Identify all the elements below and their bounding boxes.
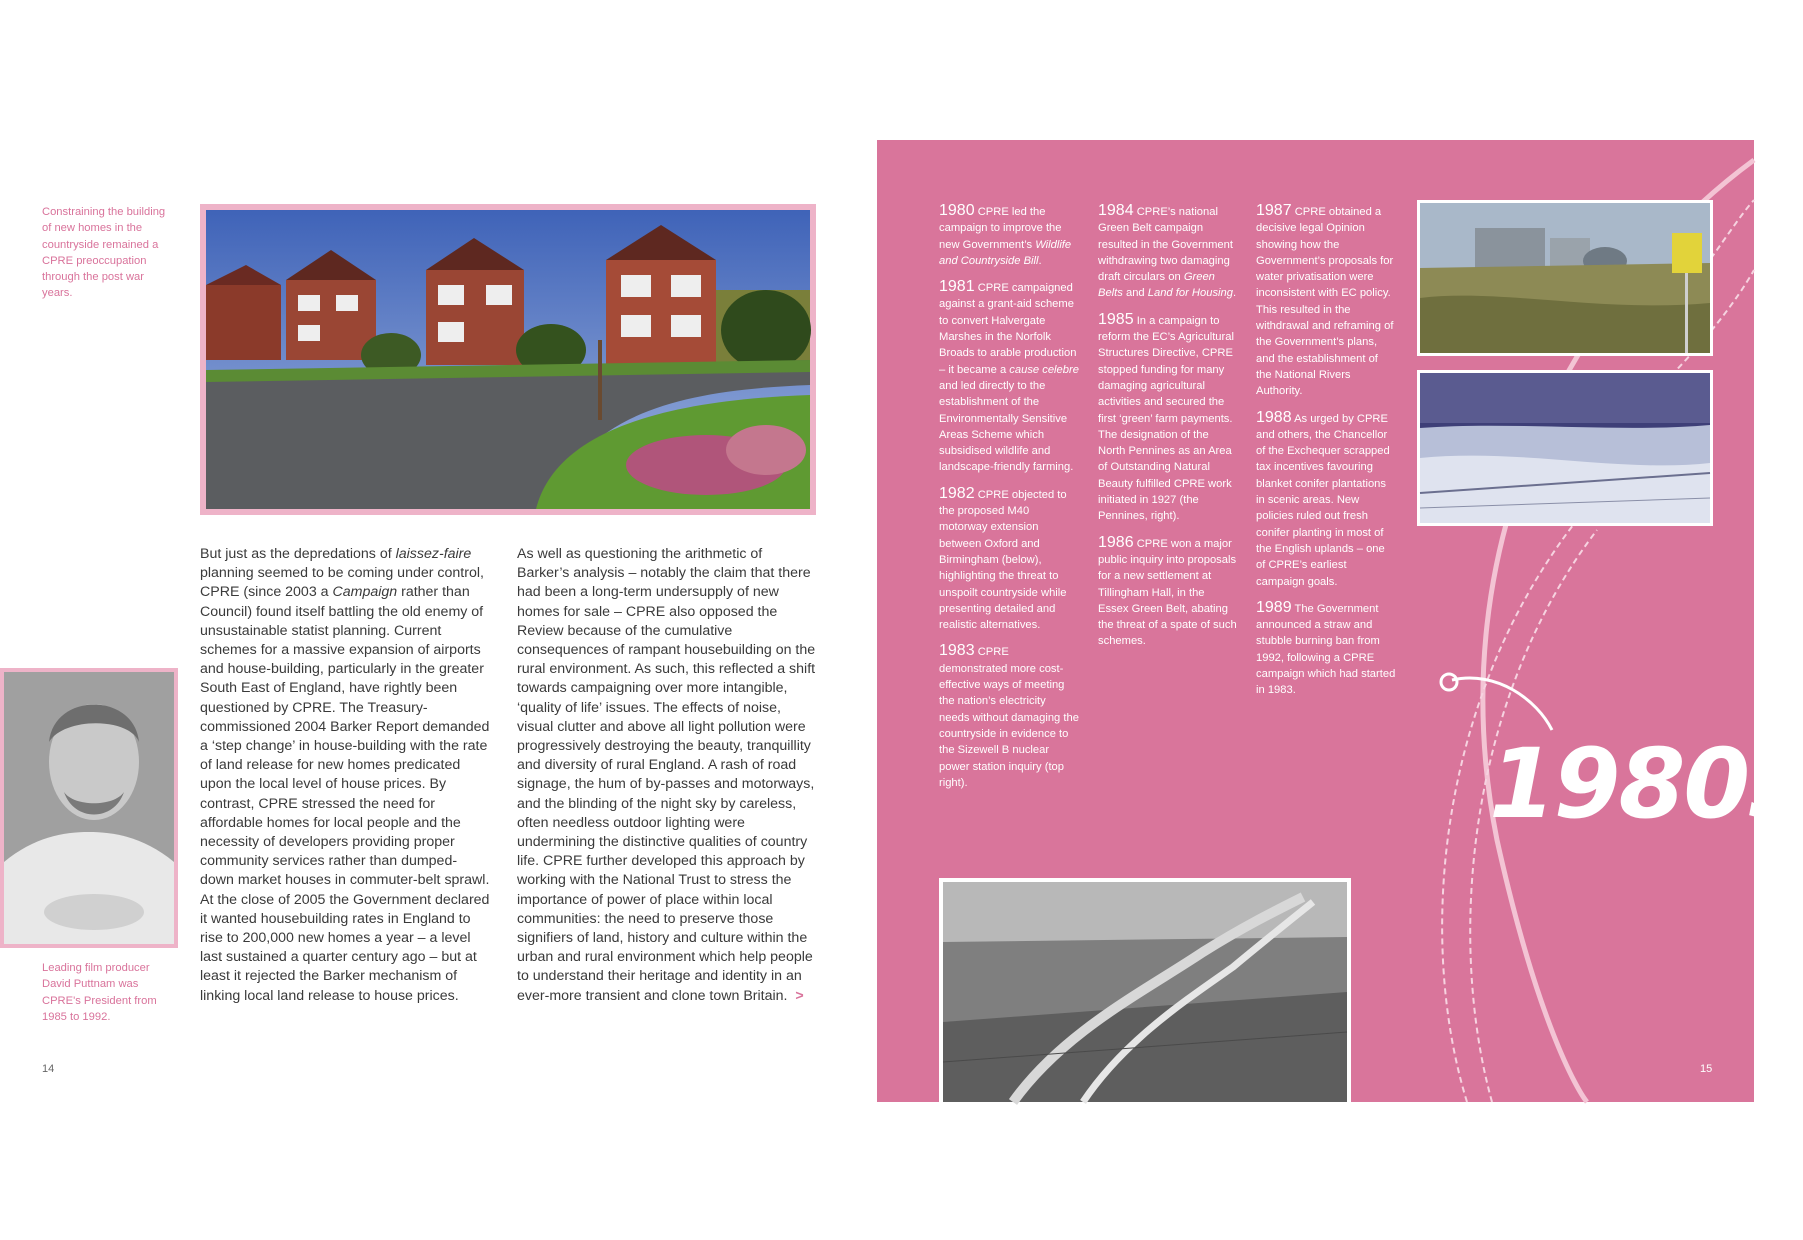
timeline-text: CPRE’s national Green Belt campaign resulted in the Government withdrawing two damaging draft circulars on bbox=[1098, 206, 1233, 284]
page-number-right: 15 bbox=[1700, 1063, 1713, 1075]
timeline-year: 1984 bbox=[1098, 202, 1134, 219]
timeline-year: 1983 bbox=[939, 642, 975, 660]
housing-estate-photo bbox=[200, 204, 816, 515]
timeline-text: In a campaign to reform the EC’s Agricultural Structures Directive, CPRE stopped funding for many damaging agricultural activities and secured the first ‘green’ farm payments. The designation of the North Pennines as an Area of Outstanding Natural Beauty fulfilled CPRE work initiated in 1927 (the Pennines, right). bbox=[1098, 314, 1234, 523]
timeline-text: and led directly to the establishment of the Environmentally Sensitive Areas Scheme which subsidised wildlife and landscape-friendly farming. bbox=[939, 379, 1074, 474]
decade-title: 1980s bbox=[1489, 728, 1803, 840]
body-column-2 bbox=[517, 545, 817, 1006]
timeline-text: CPRE obtained a decisive legal Opinion showing how the Government’s proposals for water privatisation were inconsistent with EC policy. This resulted in the withdrawal and reframing of the Government’s plans, and the establishment of the National Rivers Authority. bbox=[1256, 206, 1394, 398]
timeline-text: . bbox=[1232, 287, 1237, 300]
timeline-year: 1981 bbox=[939, 278, 975, 296]
timeline-year: 1987 bbox=[1256, 202, 1292, 219]
timeline-text: cause celebre bbox=[1009, 363, 1079, 376]
timeline-year: 1985 bbox=[1098, 310, 1134, 328]
pennines-snow-photo bbox=[1417, 370, 1713, 526]
timeline-text: CPRE demonstrated more cost-effective ways of meeting the nation’s electricity needs without damaging the countryside in evidence to the Sizewell B nuclear power station inquiry (top right). bbox=[939, 646, 1079, 789]
timeline-text: As urged by CPRE and others, the Chancellor of the Exchequer scrapped tax incentives favouring blanket conifer plantations in scenic areas. New policies ruled out fresh conifer planting in most of the English uplands – one of CPRE’s earliest campaign goals. bbox=[1256, 412, 1390, 588]
body-text-1 bbox=[200, 545, 490, 1006]
timeline-text: CPRE objected to the proposed M40 motorway extension between Oxford and Birmingham (below), highlighting the threat to unspoilt countryside while presenting detailed and realistic alternatives. bbox=[939, 488, 1067, 632]
timeline-column-3 bbox=[1256, 203, 1396, 709]
timeline-year: 1980 bbox=[939, 202, 975, 219]
body-text-segment: planning seemed to be coming under control, CPRE (since 2003 a bbox=[200, 565, 484, 601]
body-text-segment: But just as the depredations of bbox=[200, 546, 396, 562]
timeline-text: and bbox=[1122, 287, 1148, 300]
page-number-left: 14 bbox=[42, 1063, 55, 1075]
m40-motorway-photo bbox=[939, 878, 1351, 1102]
body-text-segment: Campaign bbox=[332, 584, 398, 601]
timeline-text: . bbox=[1038, 254, 1042, 267]
timeline-year: 1989 bbox=[1256, 598, 1292, 616]
timeline-text: Land for Housing bbox=[1147, 287, 1233, 300]
timeline-entry-1981 bbox=[939, 279, 1079, 476]
timeline-panel bbox=[877, 140, 1803, 1102]
timeline-year: 1982 bbox=[939, 484, 975, 502]
body-text-segment: laissez-faire bbox=[395, 546, 472, 562]
timeline-text: Wildlife and Countryside Bill bbox=[939, 238, 1072, 267]
timeline-text: CPRE campaigned against a grant-aid scheme to convert Halvergate Marshes in the Norfolk Broads to arable production – it became a bbox=[939, 282, 1077, 376]
continue-arrow: > bbox=[795, 987, 804, 1004]
timeline-entry-1989 bbox=[1256, 600, 1396, 699]
timeline-entry-1987 bbox=[1256, 203, 1396, 400]
timeline-text: CPRE won a major public inquiry into proposals for a new settlement at Tillingham Hall, in the Essex Green Belt, abating the threat of a spate of such schemes. bbox=[1098, 537, 1237, 648]
timeline-text: The Government announced a straw and stubble burning ban from 1992, following a CPRE campaign which had started in 1983. bbox=[1256, 602, 1396, 697]
body-text-segment: rather than Council) found itself battling the old enemy of unsustainable statist planning. Current schemes for a massive expansion of airports and house-building, particularly in the greater South East of England, have rightly been questioned by CPRE. The Treasury-commissioned 2004 Barker Report demanded a ‘step change’ in house-building with the rate of land release for new homes predicated upon the local level of house prices. By contrast, CPRE stressed the need for affordable homes for local people and the necessity of developers providing proper community services rather than dumped-down market houses in commuter-belt sprawl. At the close of 2005 the Government declared it wanted housebuilding rates in England to rise to 200,000 new homes a year – a level last sustained a quarter century ago – but at least it rejected the Barker mechanism of linking local land release to house prices. bbox=[200, 584, 490, 1004]
timeline-text: Green Belts bbox=[1098, 271, 1215, 300]
caption-portrait: Leading film producer David Puttnam was CPRE's President from 1985 to 1992. bbox=[42, 962, 157, 1023]
timeline-year: 1986 bbox=[1098, 533, 1134, 551]
timeline-column-2 bbox=[1098, 203, 1238, 660]
timeline-text: CPRE led the campaign to improve the new Government’s bbox=[939, 206, 1062, 251]
timeline-entry-1982 bbox=[939, 486, 1079, 634]
body-text-2: As well as questioning the arithmetic of Barker’s analysis – notably the claim that there had been a long-term undersupply of new homes for sale – CPRE also opposed the Review because of the cumulative consequences of rampant housebuilding on the rural environment. As such, this reflected a shift towards campaigning over more intangible, ‘quality of life’ issues. The effects of noise, visual clutter and above all light pollution were progressively destroying the beauty, tranquillity and diversity of rural England. A rash of road signage, the hum of by-passes and motorways, and the blinding of the night sky by careless, often needless outdoor lighting were undermining the distinctive qualities of country life. CPRE further developed this approach by working with the National Trust to stress the importance of power of place within local communities: the need to preserve those signifiers of land, history and culture within the urban and rural environment which help people to understand their heritage and identity in an ever-more transient and clone town Britain. > bbox=[517, 546, 816, 1004]
timeline-year: 1988 bbox=[1256, 408, 1292, 426]
timeline-entry-1986 bbox=[1098, 535, 1238, 650]
timeline-entry-1983 bbox=[939, 643, 1079, 791]
power-station-photo bbox=[1417, 200, 1713, 356]
timeline-entry-1980 bbox=[939, 203, 1079, 269]
portrait-photo bbox=[0, 668, 178, 948]
timeline-entry-1985 bbox=[1098, 312, 1238, 525]
body-column-1 bbox=[200, 545, 490, 1006]
timeline-column-1 bbox=[939, 203, 1079, 801]
caption-housing-photo: Constraining the building of new homes in the countryside remained a CPRE preoccupation through the post war years. bbox=[42, 206, 166, 300]
timeline-entry-1984 bbox=[1098, 203, 1238, 302]
timeline-entry-1988 bbox=[1256, 410, 1396, 590]
